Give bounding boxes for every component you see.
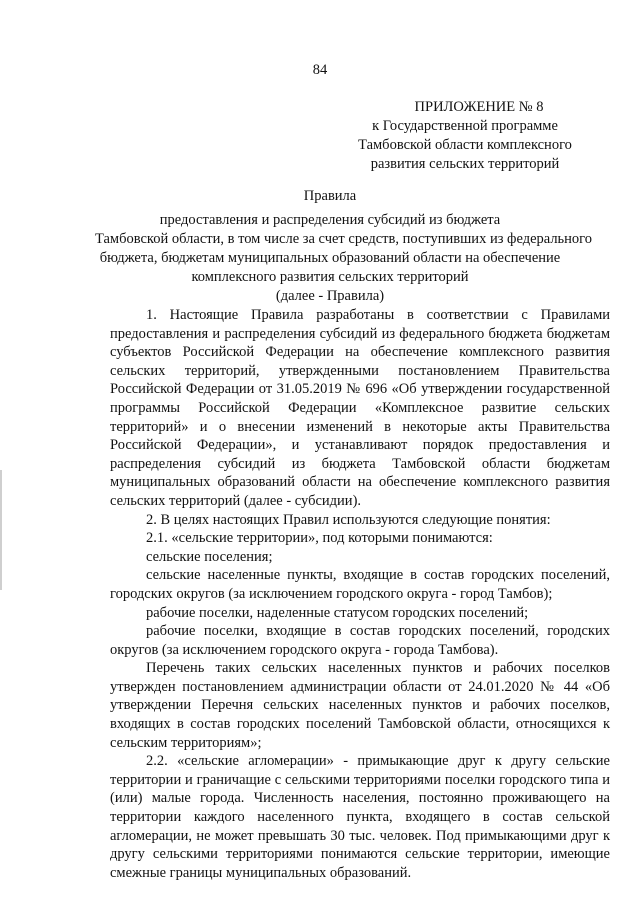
paragraph: 1. Настоящие Правила разработаны в соответствии с Правилами предоставления и распределения субсидий из федерального бюджета бюджетам субъектов Российской Федерации на обеспечение комплексного развития сельских территорий, утвержденными постановлением Правительства Российской Федерации от 31.05.2019 № 696 «Об утверждении государственной программы Российской Федерации «Комплексное развитие сельских территорий» и о внесении изменений в некоторые акты Правительства Российской Федерации», и устанавливают порядок предоставления и распределения субсидий из бюджета Тамбовской области бюджетам муниципальных образований области на обеспечение комплексного развития сельских территорий (далее - субсидии). xyxy=(110,307,610,509)
appendix-line: развития сельских территорий xyxy=(370,156,560,172)
page-number: 84 xyxy=(312,62,328,78)
rules-title-line: предоставления и распределения субсидий из бюджета xyxy=(159,212,501,228)
paragraph: Перечень таких сельских населенных пунктов и рабочих поселков утвержден постановлением администрации области от 24.01.2020 № 44 «Об утверждении Перечня сельских населенных пунктов и рабочих поселков, входящих в состав городских поселений Тамбовской области, относящихся к сельским территориям»; xyxy=(110,660,610,751)
appendix-title: ПРИЛОЖЕНИЕ № 8 xyxy=(414,99,544,115)
rules-title-line: комплексного развития сельских территорий xyxy=(191,269,469,285)
scan-edge-mark xyxy=(0,470,2,590)
paragraph: сельские населенные пункты, входящие в состав городских поселений, городских округов (за исключением городского округа - город Тамбов); xyxy=(110,567,610,602)
rules-title-line: Тамбовской области, в том числе за счет средств, поступивших из федерального xyxy=(95,231,593,247)
rules-title-main: Правила xyxy=(303,188,357,204)
paragraph: рабочие поселки, входящие в состав городских поселений, городских округов (за исключением городского округа - города Тамбова). xyxy=(110,623,610,658)
paragraph: рабочие поселки, наделенные статусом городских поселений; xyxy=(146,604,529,621)
paragraph: 2. В целях настоящих Правил используются следующие понятия: xyxy=(146,511,551,528)
rules-title-line: бюджета, бюджетам муниципальных образований области на обеспечение xyxy=(99,250,561,266)
appendix-line: к Государственной программе xyxy=(372,118,558,134)
rules-title-line: (далее - Правила) xyxy=(275,288,385,304)
paragraph: 2.2. «сельские агломерации» - примыкающие друг к другу сельские территории и граничащие с сельскими территориями поселки городского типа и (или) малые города. Численность населения, постоянно проживающего на территории каждого населенного пункта, входящего в состав сельской агломерации, не может превышать 30 тыс. человек. Под примыкающими друг к другу сельскими территориями понимаются сельские территории, имеющие смежные границы муниципальных образований. xyxy=(110,753,610,881)
appendix-header xyxy=(300,98,630,174)
document-body xyxy=(110,306,610,882)
paragraph: 2.1. «сельские территории», под которыми понимаются: xyxy=(146,530,493,547)
rules-title xyxy=(95,187,593,306)
paragraph: сельские поселения; xyxy=(146,548,273,565)
appendix-line: Тамбовской области комплексного xyxy=(358,137,572,153)
